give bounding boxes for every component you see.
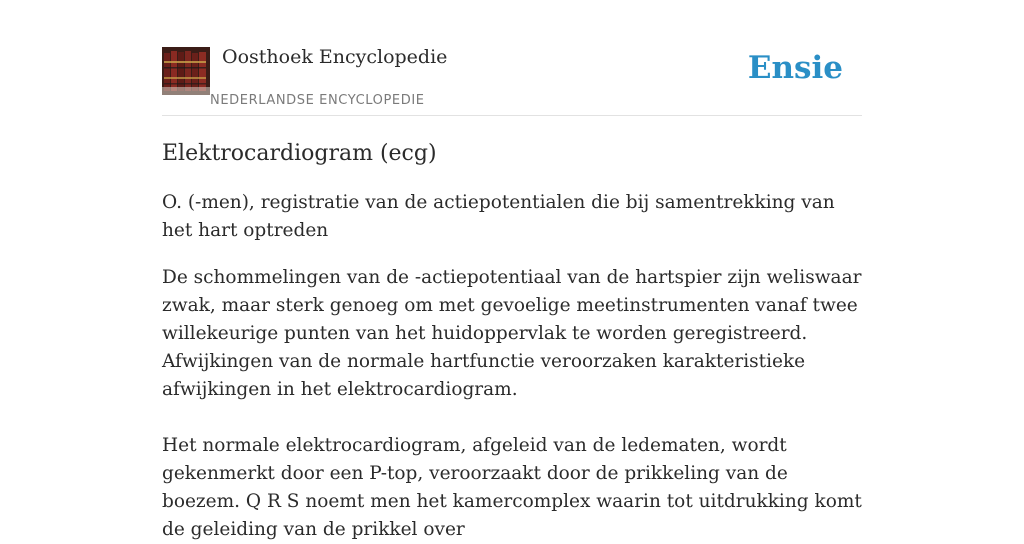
source-subtitle: NEDERLANDSE ENCYCLOPEDIE [210,93,425,108]
source-title[interactable]: Oosthoek Encyclopedie [222,46,448,68]
article-paragraph: De schommelingen van de -actiepotentiaal van de hartspier zijn weliswaar zwak, maar sterk genoeg om met gevoelige meetinstrumenten vanaf twee willekeurige punten van het huidoppervlak te worden geregistreerd. Afwijkingen van de normale hartfunctie veroorzaken karakteristieke afwijkingen in het elektrocardiogram. [162,267,862,400]
article-summary: O. (-men), registratie van de actiepotentialen die bij samentrekking van het hart optreden [162,192,835,241]
article [162,138,862,544]
header-divider [162,115,862,116]
source-header [162,46,862,116]
article-title: Elektrocardiogram (ecg) [162,141,437,166]
book-spines-avatar-icon[interactable] [162,47,210,95]
ensie-logo[interactable]: Ensie [747,50,843,86]
article-paragraph: Het normale elektrocardiogram, afgeleid van de ledematen, wordt gekenmerkt door een P-top, veroorzaakt door de prikkeling van de boezem. Q R S noemt men het kamercomplex waarin tot uitdrukking komt de geleiding van de prikkel over [162,435,862,540]
